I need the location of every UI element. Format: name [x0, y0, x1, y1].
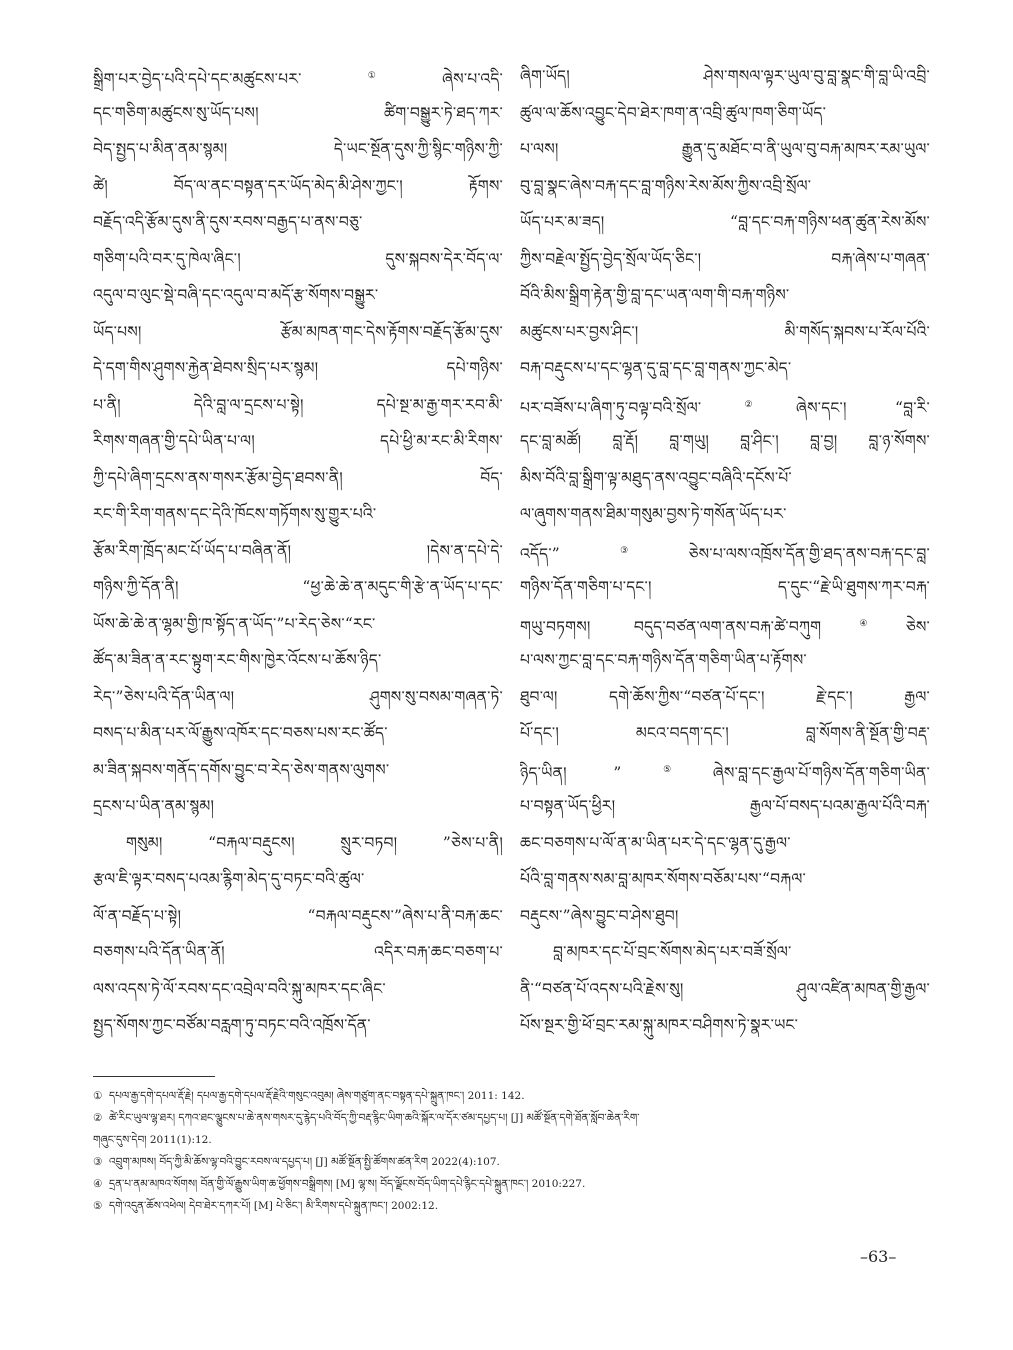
text-line: [520, 387, 930, 424]
line-text: སྤྱད་སོགས་ཀྱང་བཙོམ་བརླག་ཏུ་བཏང་བའི་འཁྲོས་དོན་: [93, 1016, 371, 1034]
line-text: བེད་སྤྱད་པ་མིན་ནམ་སྙམ། དེ་ཡང་སྔོན་དུས་ཀྱི་སྙིང་གཉིས་ཀྱི་: [93, 140, 503, 158]
line-text: རེད་”ཅེས་པའི་དོན་ཡིན་ལ། ཤུགས་སུ་བསམ་གཞན་ཏེ་: [93, 687, 503, 706]
line-text: ལས་འདས་ཏེ་ལོ་རབས་དང་འབྲེལ་བའི་སྐུ་མཁར་དང་ཞིང་: [93, 979, 386, 998]
footnote: [93, 1107, 923, 1129]
text-line: [520, 314, 930, 351]
line-text: བརྗོད་འདི་རྩོམ་དུས་ནི་དུས་རབས་བརྒྱད་པ་ནས་བཅུ་: [93, 213, 363, 231]
footnote-number: ①: [93, 1090, 103, 1102]
line-text-rest: ཅེས་པ་ལས་འཁྲོས་དོན་གྱི་ཐད་ནས་བརྐ་དང་བླ་: [688, 544, 930, 563]
footnote-marker: ②: [701, 399, 797, 410]
line-text: མ་ཟིན་སྐབས་གནོད་དགོས་བྱུང་བ་རེད་ཅེས་གནས་ལུགས་: [93, 760, 390, 779]
text-line: [93, 825, 503, 862]
line-text: འདོད་”: [520, 544, 560, 563]
text-line: [520, 861, 930, 898]
line-text: རྩོམ་རིག་ཁྲོད་མང་པོ་ཡོད་པ་བཞིན་ནོ། །དེས་ན་དཔེ་དེ་: [93, 541, 503, 560]
text-line: [93, 934, 503, 971]
text-line: [520, 533, 930, 570]
text-line: [93, 460, 503, 497]
line-text: རྩལ་ཇི་ལྟར་བསད་པའམ་རྙིག་མེད་དུ་བཏང་བའི་ཚུལ་: [93, 870, 365, 888]
text-line: [520, 752, 930, 789]
text-line: [93, 752, 503, 789]
line-text: ཞིག་ཡོད། ཤེས་གསལ་ལྟར་ཡུལ་བུ་བླ་སྣང་གི་བླ་ཡི་འབྲི་: [520, 67, 930, 85]
line-text: བཅགས་པའི་དོན་ཡིན་ནོ། འདིར་བརྐ་ཆང་བཅག་པ་: [93, 943, 503, 961]
text-line: [520, 934, 930, 971]
line-text: གཅིག་པའི་བར་དུ་ཁེལ་ཞིང་། དུས་སྐབས་དེར་བོད་ལ་: [93, 249, 503, 268]
line-text: བླ་མཁར་དང་པོ་བྲང་སོགས་མེད་པར་བཟོ་སྲོལ་: [553, 943, 792, 961]
text-line: [93, 423, 503, 460]
line-text: རིགས་གཞན་གྱི་དཔེ་ཡིན་པ་ལ། དཔེ་ཕྱི་མ་རང་མི་རིགས་: [93, 432, 503, 450]
text-line: [520, 1007, 930, 1044]
line-text: ཡོད་པས། རྩོམ་མཁན་གང་དེས་རྟོགས་བརྗོད་རྩོམ་དུས་: [93, 322, 503, 341]
footnote: [93, 1085, 923, 1107]
line-text: ལོ་ན་བརྗོད་པ་སྟེ། “བརྐལ་བརྡུངས་”ཞེས་པ་ནི་བརྐ་ཆང་: [93, 906, 503, 925]
text-line: [93, 788, 503, 825]
line-text-rest: ཞེས་དང་། “བླ་རི་: [796, 398, 930, 417]
text-line: [520, 350, 930, 387]
line-text: དང་གཅིག་མཚུངས་སུ་ཡོད་པས། ཚིག་བསྒྱུར་ཏེ་ཐད་ཀར་: [93, 103, 503, 122]
text-line: [93, 58, 503, 95]
text-line: [93, 95, 503, 132]
text-line: [93, 131, 503, 168]
footnote-text: དགེ་འདུན་ཆོས་འཕེལ། དེབ་ཐེར་དཀར་པོ། [M] པེ་ཅིང་། མི་རིགས་དཔེ་སྐྲུན་ཁང་། 2002:12.: [109, 1200, 439, 1212]
text-line: [520, 277, 930, 314]
footnote: [93, 1129, 923, 1151]
footnote: [93, 1195, 923, 1217]
footnote-text: འབྲུག་མཁས། བོད་ཀྱི་མི་ཆོས་ལྷ་བའི་བྱུང་རབས་ལ་དཔྱད་པ། [J] མཚོ་སྔོན་སྤྱི་ཚོགས་ཚན་རིག 2022(4):107.: [109, 1156, 500, 1168]
line-text: སྒྲིག་པར་བྱེད་པའི་དཔེ་དང་མཚུངས་པར་: [93, 70, 302, 89]
text-line: [93, 533, 503, 570]
text-line: [93, 606, 503, 643]
line-text: དང་བླ་མཚོ། བླ་རྡོ། བླ་གཡུ། བླ་ཤིང་། བླ་བྱ། བླ་ཉ་སོགས་: [520, 432, 930, 450]
text-line: [520, 606, 930, 643]
right-column: [520, 58, 930, 1044]
line-text: ཆང་བཅགས་པ་ལོ་ན་མ་ཡིན་པར་དེ་དང་ལྷན་དུ་རྒྱལ་: [520, 833, 791, 852]
footnote: [93, 1151, 923, 1173]
line-text: པ་ལས། རྒྱུན་དུ་མཐོང་བ་ནི་ཡུལ་བུ་བརྐ་མཁར་རམ་ཡུལ་: [520, 140, 930, 158]
left-column: [93, 58, 503, 1044]
line-text: པར་བཟོས་པ་ཞིག་ཏུ་བལྟ་བའི་སྲོལ་: [520, 398, 702, 417]
text-line: [93, 314, 503, 351]
line-text: པོའི་བླ་གནས་སམ་བླ་མཁར་སོགས་བཅོམ་པས་“བརྐལ་: [520, 870, 806, 888]
text-line: [93, 642, 503, 679]
footnote-text: དྲན་པ་ནམ་མཁའ་སོགས། བོན་གྱི་ལོ་རྒྱུས་ཡིག་ཆ་ཕྱོགས་བསྒྲིགས། [M] ལྷ་ས། བོད་ལྗོངས་བོད་ཡིག་དཔེ་རྙིང་དཔེ་སྐྲུན་ཁང་། 2010:227.: [109, 1178, 586, 1190]
text-line: [93, 204, 503, 241]
line-text: པོ་དང་། མངའ་བདག་དང་། བླ་སོགས་ནི་སྔོན་གྱི་བརྡ་: [520, 724, 930, 742]
line-text: གཉིས་དོན་གཅིག་པ་དང་། ད་དུང་“རྗེ་ཡི་ཐུགས་ཀར་བརྐ་: [520, 578, 930, 596]
line-text: པ་ནི། དེའི་བླ་ལ་དྲངས་པ་སྟེ། དཔེ་སྔ་མ་རྒྱ་གར་རབ་མི་: [93, 395, 503, 414]
footnote-marker: ④: [821, 618, 906, 629]
line-text-rest: ཅེས་: [905, 617, 930, 636]
page-number: –63–: [860, 1247, 897, 1266]
footnote-number: ⑤: [93, 1200, 103, 1212]
text-line: [520, 131, 930, 168]
text-line: [520, 715, 930, 752]
line-text: གསུམ། “བརྐལ་བརྡུངས། སྲུར་བཏབ། ”ཅེས་པ་ནི།: [126, 833, 503, 852]
text-line: [93, 387, 503, 424]
footnote-divider: [93, 1076, 215, 1077]
line-text: ཀྱི་དཔེ་ཞིག་དྲངས་ནས་གསར་རྩོམ་བྱེད་ཐབས་ནི། བོད་: [93, 468, 503, 487]
text-line: [93, 496, 503, 533]
line-text: ཚེ། བོད་ལ་ནང་བསྟན་དར་ཡོད་མེད་མི་ཤེས་ཀྱང་། རྟོགས་: [93, 176, 503, 195]
line-text: བརྐ་བརྡུངས་པ་དང་ལྷན་དུ་བླ་དང་བླ་གནས་ཀྱང་མེད་: [520, 359, 792, 377]
line-text: པོས་སྔར་གྱི་ཕོ་བྲང་རམ་སྐུ་མཁར་བཤིགས་ཏེ་སྣར་ཡང་: [520, 1016, 799, 1034]
line-text: རང་གི་རིག་གནས་དང་དེའི་ཁོངས་གཏོགས་སུ་གྱུར་པའི་: [93, 505, 377, 523]
text-line: [93, 168, 503, 205]
footnote-marker: ①: [301, 71, 443, 81]
text-line: [520, 788, 930, 825]
line-text: དེ་དག་གིས་ཤུགས་རྐྱེན་ཐེབས་སྲིད་པར་སྙམ། དཔེ་གཉིས་: [93, 359, 503, 377]
line-text: འདུལ་བ་ལུང་སྡེ་བཞི་དང་འདུལ་བ་མདོ་རྩ་སོགས་བསྒྱུར་: [93, 286, 379, 304]
text-line: [520, 496, 930, 533]
line-text: པ་ལས་ཀྱང་བླ་དང་བརྐ་གཉིས་དོན་གཅིག་ཡིན་པ་རྟོགས་: [520, 651, 807, 669]
line-text: མཚུངས་པར་བྱས་ཤིང་། མི་གསོད་སྐབས་པ་རོལ་པོའི་: [520, 322, 930, 341]
text-line: [93, 715, 503, 752]
line-text: ཚུལ་ལ་ཆོས་འབྱུང་དེབ་ཐེར་ཁག་ན་འབྲི་ཚུལ་ཁག་ཅིག་ཡོད་: [520, 103, 827, 122]
text-line: [520, 58, 930, 95]
text-line: [93, 277, 503, 314]
text-line: [93, 1007, 503, 1044]
footnote: [93, 1173, 923, 1195]
footnote-text: ཚེ་རིང་ཡུལ་ལྷ་ཐར། དཀའ་ཐང་ལྕུངས་པ་ཆེ་ནས་གསར་དུ་རྙེད་པའི་བོད་ཀྱི་བརྡ་རྙིང་ཡིག་ཆའི་སྐོར་ལ་དོར་ཙམ་དཔྱད་པ། [J] མཚོ་སྔོན་དགེ་ཐོན་སློབ་ཆེན་རིག་: [109, 1112, 640, 1124]
line-text: ནི་“བཙན་པོ་འདས་པའི་རྗེས་སུ། ཤུལ་འཛིན་མཁན་གྱི་རྒྱལ་: [520, 979, 930, 998]
line-text: ཡོས་ཆེ་ཆེ་ན་ལྷམ་གྱི་ཁ་སྟོད་ན་ཡོད་”པ་རེད་ཅེས་“རང་: [93, 614, 376, 633]
line-text: བོའི་མིས་སྒྲིག་རྟེན་གྱི་བླ་དང་ཡན་ལག་གི་བརྐ་གཉིས་: [520, 286, 790, 304]
line-text: ཡོད་པར་མ་ཟད། “བླ་དང་བརྐ་གཉིས་ཕན་ཚུན་རེས་མོས་: [520, 213, 930, 231]
line-text-rest: ཞེས་པ་འདི་: [442, 70, 503, 89]
text-line: [520, 460, 930, 497]
line-text: བསད་པ་མིན་པར་ལོ་རྒྱུས་འཁོར་དང་བཅས་པས་རང་ཚོད་: [93, 724, 388, 742]
text-line: [520, 898, 930, 935]
text-line: [520, 642, 930, 679]
footnote-number: ④: [93, 1178, 103, 1190]
footnote-text: དཔལ་རྒྱ་དགེ་དཔལ་རྡོ་རྗེ། དཔལ་རྒྱ་དགེ་དཔལ་རྡོ་རྗེའི་གསུང་འབུམ། ཞེས་གཙུག་ནང་བསྟན་དཔེ་སྐྲུན་ཁང་། 2011: 142.: [109, 1090, 525, 1102]
line-text: ཐུབ་ལ། དགེ་ཆོས་ཀྱིས་“བཙན་པོ་དང་། རྗེ་དང་། རྒྱལ་: [520, 687, 930, 706]
line-text: བརྡུངས་”ཞེས་བྱུང་བ་ཤེས་ཐུབ།: [520, 906, 679, 925]
text-line: [93, 241, 503, 278]
text-line: [520, 679, 930, 716]
footnote-marker: ③: [559, 545, 689, 556]
line-text: ཀྱིས་བརྗེལ་སྤྱོད་བྱེད་སྲོལ་ཡོད་ཅིང་། བརྐ་ཞེས་པ་གཞན་: [520, 249, 930, 268]
line-text: ཉིད་ཡིན། ”: [520, 763, 622, 782]
text-line: [93, 350, 503, 387]
text-line: [520, 971, 930, 1008]
text-line: [93, 569, 503, 606]
line-text: པ་བསྟན་ཡོད་ཕྱིར། རྒྱལ་པོ་བསད་པའམ་རྒྱལ་པོའི་བརྐ་: [520, 797, 930, 815]
line-text: གཡུ་བཏགས། བདུད་བཙན་ལག་ནས་བརྐ་ཚེ་བཀུག: [520, 617, 822, 636]
text-line: [520, 569, 930, 606]
line-text: བུ་བླ་སྣང་ཞེས་བརྐ་དང་བླ་གཉིས་རེས་མོས་ཀྱིས་འབྲི་སྲོལ་: [520, 176, 812, 195]
footnote-text: གཞུང་དུས་དེབ། 2011(1):12.: [93, 1134, 212, 1146]
text-line: [520, 204, 930, 241]
line-text: ཚོད་མ་ཟིན་ན་རང་སྟུག་རང་གིས་ཁྱེར་འོངས་པ་ཆོས་ཉིད་: [93, 651, 382, 669]
line-text: ལ་ཞུགས་གནས་ཐིམ་གསུམ་བྱས་ཏེ་གསོན་ཡོད་པར་: [520, 505, 787, 523]
line-text: གཉིས་ཀྱི་དོན་ནི། “ཕྱ་ཆེ་ཆེ་ན་མདུང་གི་རྩེ་ན་ཡོད་པ་དང་: [93, 578, 503, 596]
text-line: [93, 898, 503, 935]
line-text: མིས་བོའི་བླ་སྒྲིག་ལྟ་མཐུད་ནས་འབྱུང་བཞིའི་དངོས་པོ་: [520, 468, 792, 487]
text-line: [93, 971, 503, 1008]
footnotes: [93, 1085, 923, 1217]
text-line: [520, 825, 930, 862]
text-line: [520, 241, 930, 278]
footnote-marker: ⑤: [621, 764, 713, 775]
footnote-number: ②: [93, 1112, 103, 1124]
line-text: དྲངས་པ་ཡིན་ནམ་སྙམ།: [93, 797, 215, 815]
text-line: [520, 423, 930, 460]
text-line: [520, 168, 930, 205]
footnote-number: ③: [93, 1156, 103, 1168]
line-text-rest: ཞེས་བླ་དང་རྒྱལ་པོ་གཉིས་དོན་གཅིག་ཡིན་: [712, 763, 930, 782]
text-line: [93, 679, 503, 716]
text-line: [93, 861, 503, 898]
text-line: [520, 95, 930, 132]
